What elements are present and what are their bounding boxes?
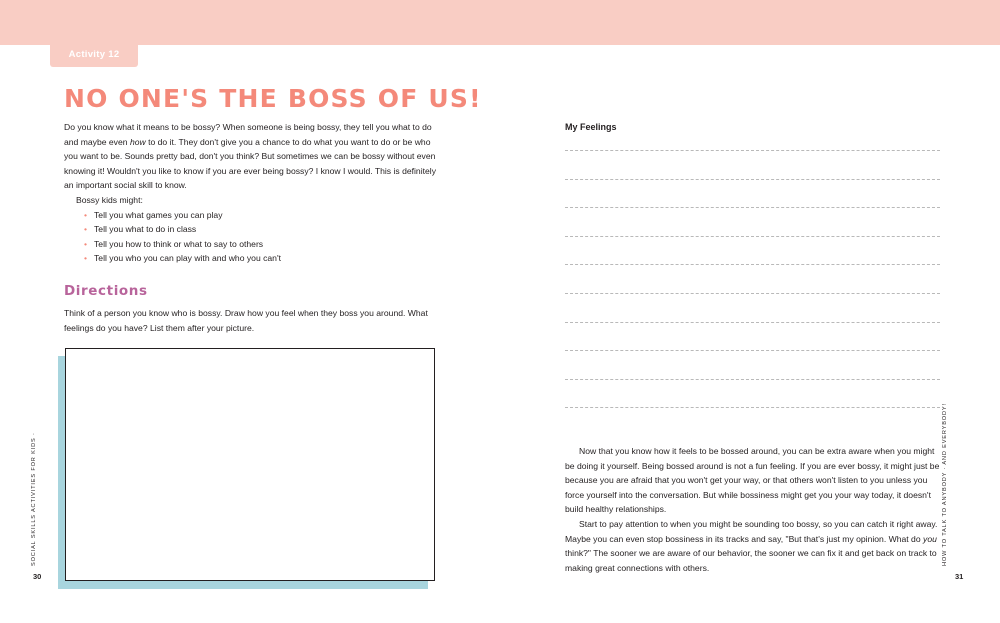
page-number-right: 31 [955, 572, 964, 581]
header-band [0, 0, 1000, 45]
running-head-right: HOW TO TALK TO ANYBODY · AND EVERYBODY! [942, 403, 948, 566]
activity-tab [50, 42, 138, 67]
write-line[interactable] [565, 207, 940, 208]
write-line[interactable] [565, 236, 940, 237]
write-line[interactable] [565, 293, 940, 294]
write-line[interactable] [565, 150, 940, 151]
paragraph: Start to pay attention to when you might be sounding too bossy, so you can catch it right away. Maybe you can even stop bossiness in its tracks and say, "But that's just my opinion. What do you think?" The sooner we are aware of our behavior, the sooner we can fix it and get back on track to making great connections with others. [565, 518, 938, 573]
directions-heading: Directions [64, 282, 148, 299]
bossy-list [64, 208, 439, 266]
list-item: • Tell you what games you can play [84, 208, 439, 223]
left-column [64, 120, 439, 335]
write-line[interactable] [565, 350, 940, 351]
list-item: • Tell you what to do in class [84, 222, 439, 237]
activity-tab-label: Activity 12 [68, 49, 120, 60]
list-item: • Tell you who you can play with and who you can't [84, 251, 439, 266]
write-line[interactable] [565, 322, 940, 323]
write-line[interactable] [565, 179, 940, 180]
page-title: NO ONE'S THE BOSS OF US! [64, 84, 482, 113]
paragraph: Now that you know how it feels to be bossed around, you can be extra aware when you might be doing it yourself. Being bossed around is not a fun feeling. If you are ever bossy, it might just be because you are afraid that you won't get your way, or that others won't listen to you unless you force yourself into the conversation. But while bossiness might get you your way today, it doesn't build healthy relationships. [565, 446, 940, 515]
my-feelings-label: My Feelings [565, 122, 617, 132]
drawing-area[interactable] [65, 348, 435, 581]
sublead-text: Bossy kids might: [76, 194, 143, 205]
write-line[interactable] [565, 407, 940, 408]
intro-text: Do you know what it means to be bossy? When someone is being bossy, they tell you what to do and maybe even how to do it. They don't give you a chance to do what you want to do or be who you want to be. Sounds pretty bad, don't you think? But sometimes we can be bossy without even knowing it! Wouldn't you like to know if you are ever being bossy? I know I would. This is definitely an important social skill to know. [64, 122, 436, 191]
intro-paragraph [64, 120, 439, 193]
write-line[interactable] [565, 264, 940, 265]
feelings-write-lines[interactable] [565, 150, 940, 436]
directions-text: Think of a person you know who is bossy. Draw how you feel when they boss you around. What feelings do you have? List them after your picture. [64, 307, 428, 333]
running-head-left: SOCIAL SKILLS ACTIVITIES FOR KIDS · [31, 432, 37, 566]
write-line[interactable] [565, 379, 940, 380]
list-item: • Tell you how to think or what to say to others [84, 237, 439, 252]
right-column-text [565, 444, 940, 575]
page-number-left: 30 [33, 572, 42, 581]
